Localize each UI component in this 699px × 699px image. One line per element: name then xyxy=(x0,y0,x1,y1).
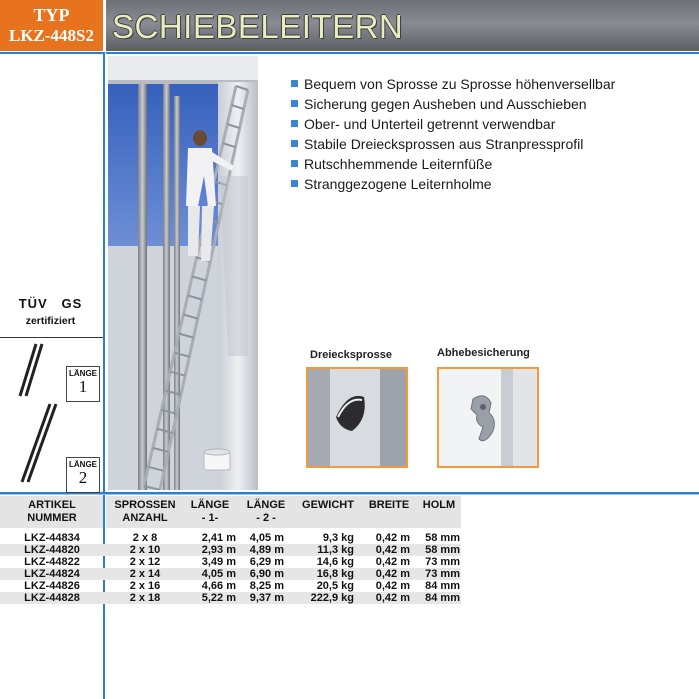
table-cell-artikel: LKZ-44828 xyxy=(24,592,80,604)
detail-image-lock xyxy=(437,367,539,468)
lift-lock-image xyxy=(439,369,537,466)
bullet-icon xyxy=(291,140,298,147)
ladder-icons xyxy=(14,340,64,490)
table-cell-artikel: LKZ-44826 xyxy=(24,580,80,592)
table-cell-holm: 58 mm xyxy=(425,532,460,544)
model-number: LKZ-448S2 xyxy=(8,26,95,45)
table-cell-l2: 4,89 m xyxy=(249,544,284,556)
table-cell-sprossen: 2 x 16 xyxy=(129,580,161,592)
header-gewicht: GEWICHT xyxy=(302,499,354,511)
table-cell-l2: 4,05 m xyxy=(249,532,284,544)
table-cell-breite: 0,42 m xyxy=(375,532,410,544)
header-holm: HOLM xyxy=(422,499,456,511)
feature-text: Stabile Dreiecksprossen aus Stranpressprofil xyxy=(304,136,584,152)
page-title: SCHIEBELEITERN xyxy=(112,8,404,45)
table-cell-l1: 3,49 m xyxy=(201,556,236,568)
table-cell-gewicht: 14,6 kg xyxy=(316,556,354,568)
header-laenge2 xyxy=(240,499,292,525)
header-artikel xyxy=(4,499,100,525)
certification-text: zertifiziert xyxy=(25,315,76,327)
laenge-1-num: 1 xyxy=(78,377,88,396)
table-cell-artikel: LKZ-44822 xyxy=(24,556,80,568)
header-laenge2-line2: - 2 - xyxy=(256,512,276,524)
feature-text: Bequem von Sprosse zu Sprosse höhenversellbar xyxy=(304,76,616,92)
table-cell-sprossen: 2 x 8 xyxy=(132,532,158,544)
table-cell-l1: 2,93 m xyxy=(201,544,236,556)
detail-image-rung xyxy=(306,367,408,468)
table-cell-holm: 73 mm xyxy=(425,556,460,568)
laenge-2-num: 2 xyxy=(78,468,88,487)
feature-text: Ober- und Unterteil getrennt verwendbar xyxy=(304,116,556,132)
header-sprossen-line2: ANZAHL xyxy=(122,512,168,524)
table-cell-holm: 84 mm xyxy=(425,592,460,604)
table-cell-l1: 4,05 m xyxy=(201,568,236,580)
feature-item xyxy=(291,114,615,134)
divider-top xyxy=(106,52,699,54)
header-laenge1 xyxy=(184,499,236,525)
table-cell-l1: 2,41 m xyxy=(201,532,236,544)
table-cell-sprossen: 2 x 18 xyxy=(129,592,161,604)
feature-item xyxy=(291,74,615,94)
table-cell-holm: 58 mm xyxy=(425,544,460,556)
table-cell-breite: 0,42 m xyxy=(375,544,410,556)
type-label: TYP xyxy=(33,5,70,25)
table-cell-breite: 0,42 m xyxy=(375,568,410,580)
table-cell-l2: 6,90 m xyxy=(249,568,284,580)
type-badge xyxy=(0,0,103,51)
table-cell-l1: 4,66 m xyxy=(201,580,236,592)
feature-text: Sicherung gegen Ausheben und Ausschieben xyxy=(304,96,587,112)
header-laenge2-line1: LÄNGE xyxy=(246,499,286,511)
laenge-1-box xyxy=(66,366,100,402)
table-cell-artikel: LKZ-44820 xyxy=(24,544,80,556)
header-breite: BREITE xyxy=(368,499,410,511)
feature-text: Rutschhemmende Leiternfüße xyxy=(304,156,493,172)
laenge-1-label: LÄNGE xyxy=(69,369,97,378)
table-cell-artikel: LKZ-44834 xyxy=(24,532,80,544)
table-cell-l2: 8,25 m xyxy=(249,580,284,592)
table-cell-artikel: LKZ-44824 xyxy=(24,568,80,580)
divider-table-top-2 xyxy=(0,494,699,495)
table-cell-l2: 9,37 m xyxy=(249,592,284,604)
table-cell-breite: 0,42 m xyxy=(375,580,410,592)
table-cell-gewicht: 9,3 kg xyxy=(322,532,354,544)
header-artikel-line2: NUMMER xyxy=(27,512,77,524)
header-sprossen xyxy=(106,499,184,525)
table-cell-l1: 5,22 m xyxy=(201,592,236,604)
bullet-icon xyxy=(291,180,298,187)
header-laenge1-line1: LÄNGE xyxy=(190,499,230,511)
bullet-icon xyxy=(291,120,298,127)
bullet-icon xyxy=(291,100,298,107)
product-photo xyxy=(108,56,258,490)
detail-label-rung: Dreiecksprosse xyxy=(310,349,392,361)
table-cell-l2: 6,29 m xyxy=(249,556,284,568)
table-cell-gewicht: 20,5 kg xyxy=(316,580,354,592)
table-cell-breite: 0,42 m xyxy=(375,592,410,604)
laenge-2-box xyxy=(66,457,100,493)
table-cell-gewicht: 222,9 kg xyxy=(310,592,354,604)
table-cell-sprossen: 2 x 12 xyxy=(129,556,161,568)
bullet-icon xyxy=(291,160,298,167)
feature-text: Stranggezogene Leiternholme xyxy=(304,176,492,192)
feature-item xyxy=(291,134,615,154)
bullet-icon xyxy=(291,80,298,87)
feature-item xyxy=(291,94,615,114)
detail-label-lock: Abhebesicherung xyxy=(437,347,530,359)
header-sprossen-line1: SPROSSEN xyxy=(114,499,176,511)
left-divider xyxy=(0,337,103,338)
feature-list xyxy=(291,74,615,194)
table-cell-gewicht: 11,3 kg xyxy=(317,544,354,556)
divider-left-top xyxy=(0,52,103,54)
feature-item xyxy=(291,154,615,174)
feature-item xyxy=(291,174,615,194)
certification-marks: TÜV GS xyxy=(18,296,83,311)
table-cell-holm: 84 mm xyxy=(425,580,460,592)
ladder-scene-image xyxy=(108,56,258,490)
triangle-rung-image xyxy=(308,369,406,466)
table-cell-sprossen: 2 x 10 xyxy=(129,544,161,556)
header-artikel-line1: ARTIKEL xyxy=(28,499,76,511)
certification xyxy=(0,296,101,327)
table-cell-breite: 0,42 m xyxy=(375,556,410,568)
laenge-2-label: LÄNGE xyxy=(69,460,97,469)
table-cell-holm: 73 mm xyxy=(425,568,460,580)
table-cell-gewicht: 16,8 kg xyxy=(316,568,354,580)
table-cell-sprossen: 2 x 14 xyxy=(129,568,161,580)
header-laenge1-line2: - 1- xyxy=(201,512,219,524)
